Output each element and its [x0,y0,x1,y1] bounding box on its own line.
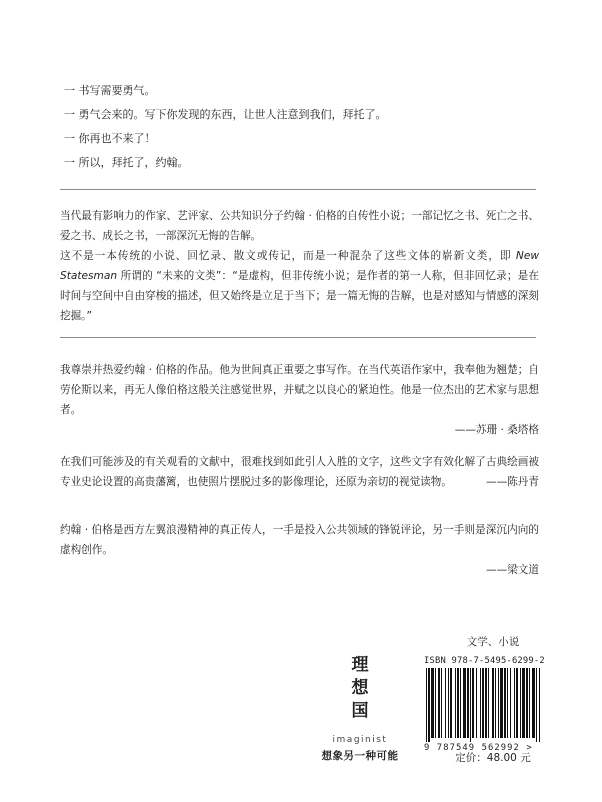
opening-dialogue [64,79,544,175]
review-text: 我尊崇并热爱约翰 · 伯格的作品。他为世间真正重要之事写作。在当代英语作家中，我奉他为翘楚；自劳伦斯以来，再无人像伯格这般关注感觉世界，并赋之以良心的紧迫性。他是一位杰出的艺术家与思想者。 [60,364,539,416]
isbn-number: ISBN 978-7-5495-6299-2 [424,656,545,666]
publisher-logo [320,654,400,763]
review-author: ——梁文道 [486,564,539,576]
divider [60,337,536,338]
quote-line: 一 所以，拜托了，约翰。 [64,156,189,169]
barcode-icon [424,668,542,742]
category-label: 文学、小说 [466,636,520,648]
review-block [60,520,539,580]
description-text: 这不是一本传统的小说、回忆录、散文或传记，而是一种混杂了这些文体的崭新文类，即 [60,250,516,262]
publisher-slogan: 想象另一种可能 [321,750,399,762]
quote-line: 一 你再也不来了！ [64,132,156,145]
review-text: 在我们可能涉及的有关观看的文献中，很难找到如此引人入胜的文字，这些文字有效化解了古典绘画被专业史论设置的高贵藩篱，也使照片摆脱过多的影像理论，还原为亲切的视觉读物。 [60,456,539,488]
publisher-char: 理 [351,655,369,675]
price-label: 定价：48.00 元 [455,752,531,764]
quote-line: 一 书写需要勇气。 [64,84,156,97]
review-block [60,452,539,492]
barcode-digits: 9 787549 562992 > [424,743,533,753]
book-description [60,206,539,326]
review-author: ——苏珊 · 桑塔格 [454,424,539,436]
publisher-char: 想 [351,678,369,698]
review-block [60,360,539,440]
publisher-char: 国 [351,701,369,721]
description-paragraph: 当代最有影响力的作家、艺评家、公共知识分子约翰 · 伯格的自传性小说；一部记忆之书、死亡之书、爱之书、成长之书，一部深沉无悔的告解。 [60,210,539,242]
publisher-english: imaginist [332,735,388,745]
review-text: 约翰 · 伯格是西方左翼浪漫精神的真正传人，一手是投入公共领域的锋锐评论，另一手则是深沉内向的虚构创作。 [60,524,539,556]
isbn-barcode-block [424,656,545,753]
quote-line: 一 勇气会来的。写下你发现的东西，让世人注意到我们，拜托了。 [64,108,387,121]
review-author: ——陈丹青 [486,476,539,488]
description-paragraph [60,246,539,326]
divider [60,189,536,190]
publication-name: New Statesman [60,250,539,282]
description-text: 所谓的 “未来的文类”：“是虚构，但非传统小说；是作者的第一人称，但非回忆录；是在时间与空间中自由穿梭的描述，但又始终是立足于当下；是一篇无悔的告解，也是对感知与情感的深刻挖掘。” [60,270,539,322]
